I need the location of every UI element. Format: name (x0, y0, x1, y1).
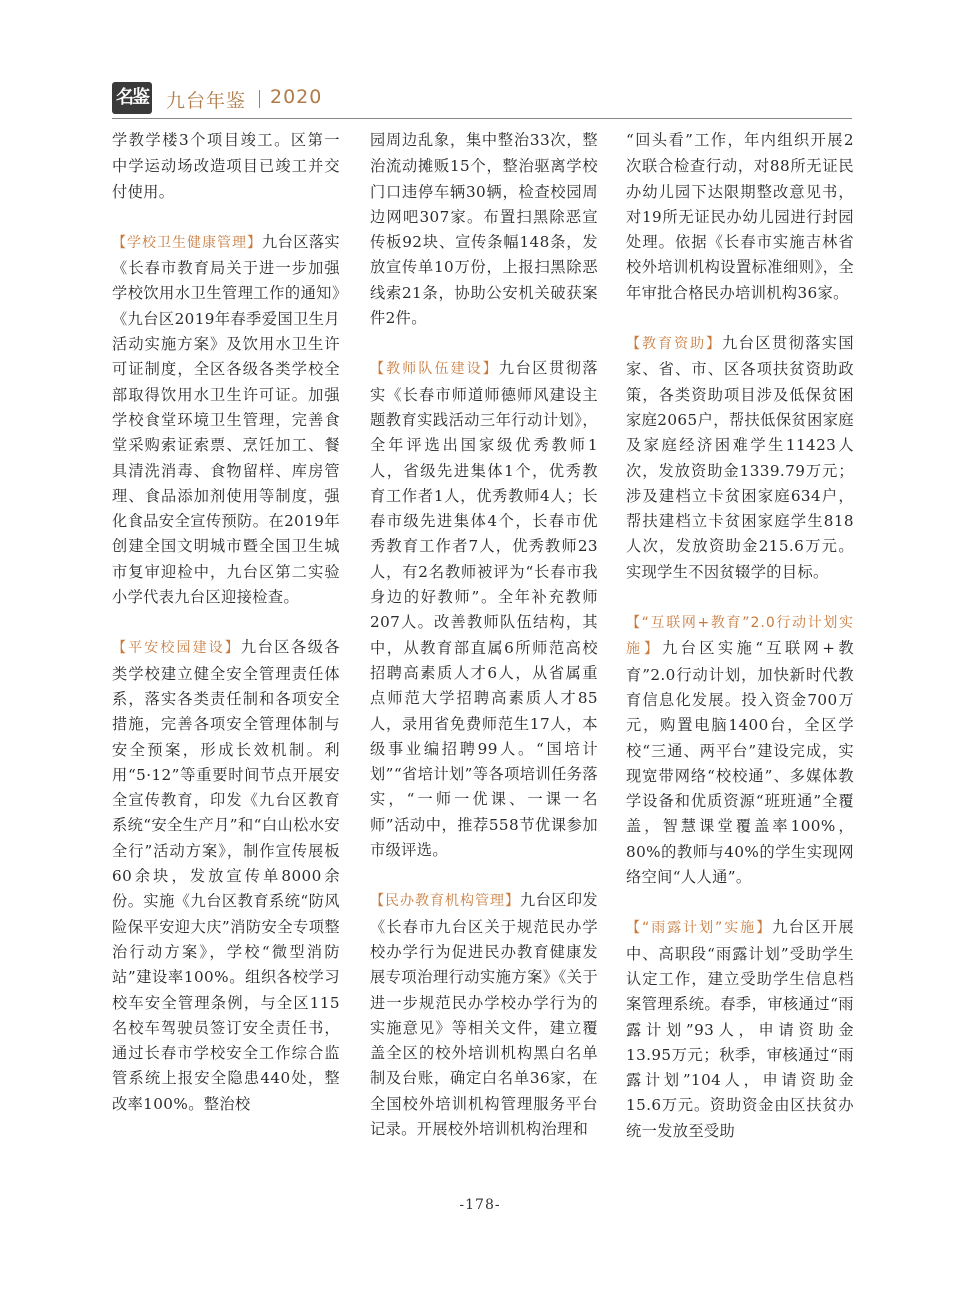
paragraph (626, 128, 854, 306)
header-separator (259, 90, 260, 108)
paragraph-text: 九台区实施“互联网+教育”2.0行动计划，加快新时代教育信息化发展。投入资金700万元，购置电脑1400台，全区学校“三通、两平台”建设完成，实现宽带网络“校校通”、多媒体教学设备和优质资源“班班通”全覆盖，智慧课堂覆盖率100%，80%的教师与40%的学生实现网络空间“人人通”。 (626, 639, 855, 887)
page-number: -178- (459, 1197, 501, 1213)
section-heading: 【学校卫生健康管理】 (112, 234, 263, 251)
paragraph (626, 331, 854, 585)
section-heading: 【民办教育机构管理】 (370, 893, 521, 910)
paragraph-text: 九台区落实《长春市教育局关于进一步加强学校饮用水卫生管理工作的通知》《九台区2019年春季爱国卫生月活动实施方案》及饮用水卫生许可证制度，全区各级各类学校全部取得饮用水卫生许可证。加强学校食堂环境卫生管理，完善食堂采购索证索票、烹饪加工、餐具清洗消毒、食物留样、库房管理、食品添加剂使用等制度，强化食品安全宣传预防。在2019年创建全国文明城市暨全国卫生城市复审迎检中，九台区第二实验小学代表九台区迎接检查。 (112, 232, 341, 607)
paragraph-text: 九台区各级各类学校建立健全安全管理责任体系，落实各类责任制和各项安全措施，完善各项安全管理体制与安全预案，形成长效机制。利用“5·12”等重要时间节点开展安全宣传教育，印发《九台区教育系统“安全生产月”和“白山松水安全行”活动方案》，制作宣传展板60余块，发放宣传单8000余份。实施《九台区教育系统“防风险保平安迎大庆”消防安全专项整治行动方案》，学校“微型消防站”建设率100%。组织各校学习校车安全管理条例，与全区115名校车驾驶员签订安全责任书，通过长春市学校安全工作综合监管系统上报安全隐患440处，整改率100%。整治校 (112, 638, 340, 1113)
section-heading: 【教育资助】 (626, 336, 723, 353)
text-column-3 (626, 128, 854, 1144)
paragraph-text: 园周边乱象，集中整治33次，整治流动摊贩15个，整治驱离学校门口违停车辆30辆，检查校园周边网吧307家。布置扫黑除恶宣传板92块、宣传条幅148条，发放宣传单10万份，上报扫黑除恶线索21条，协助公安机关破获案件2件。 (370, 131, 598, 328)
section-heading: 【“雨露计划”实施】 (626, 920, 773, 937)
paragraph (112, 635, 340, 1117)
section-heading: 【教师队伍建设】 (370, 361, 499, 378)
text-column-1 (112, 128, 340, 1117)
section-heading: 【平安校园建设】 (112, 640, 241, 657)
paragraph (626, 915, 854, 1144)
header-rule (112, 118, 852, 119)
section-heading: 【“互联网+教育”2.0行动计划实施】 (626, 615, 854, 658)
paragraph-text: “回头看”工作，年内组织开展2次联合检查行动，对88所无证民办幼儿园下达限期整改意见书，对19所无证民办幼儿园进行封园处理。依据《长春市实施吉林省校外培训机构设置标准细则》，全年审批合格民办培训机构36家。 (626, 131, 854, 302)
paragraph-text: 九台区开展中、高职段“雨露计划”受助学生认定工作，建立受助学生信息档案管理系统。春季，审核通过“雨露计划”93人，申请资助金13.95万元；秋季，审核通过“雨露计划”104人，申请资助金15.6万元。资助资金由区扶贫办统一发放至受助 (626, 918, 854, 1140)
paragraph (370, 128, 598, 331)
paragraph (370, 356, 598, 863)
paragraph (626, 610, 854, 890)
yearbook-year: 2020 (270, 86, 323, 108)
paragraph-text: 学教学楼3个项目竣工。区第一中学运动场改造项目已竣工并交付使用。 (112, 131, 340, 201)
paragraph (112, 128, 340, 205)
yearbook-logo: 名鉴 (112, 82, 152, 114)
text-column-2 (370, 128, 598, 1142)
yearbook-title: 九台年鉴 (166, 90, 247, 112)
paragraph (112, 230, 340, 610)
paragraph (370, 888, 598, 1142)
paragraph-text: 九台区印发《长春市九台区关于规范民办学校办学行为促进民办教育健康发展专项治理行动实施方案》《关于进一步规范民办学校办学行为的实施意见》等相关文件，建立覆盖全区的校外培训机构黑白名单制及台账，确定白名单36家，在全国校外培训机构管理服务平台记录。开展校外培训机构治理和 (370, 891, 599, 1138)
paragraph-text: 九台区贯彻落实《长春市师道师德师风建设主题教育实践活动三年行动计划》，全年评选出国家级优秀教师1人，省级先进集体1个，优秀教育工作者1人，优秀教师4人；长春市级先进集体4个，长春市优秀教育工作者7人，优秀教师23人，有2名教师被评为“长春市我身边的好教师”。全年补充教师207人。改善教师队伍结构，其中，从教育部直属6所师范高校招聘高素质人才6人，从省属重点师范大学招聘高素质人才85人，录用省免费师范生17人，本级事业编招聘99人。“国培计划”“省培计划”等各项培训任务落实，“一师一优课、一课一名师”活动中，推荐558节优课参加市级评选。 (370, 359, 598, 860)
page-header (112, 80, 852, 116)
paragraph-text: 九台区贯彻落实国家、省、市、区各项扶贫资助政策，各类资助项目涉及低保贫困家庭2065户，帮扶低保贫困家庭及家庭经济困难学生11423人次，发放资助金1339.79万元；涉及建档立卡贫困家庭634户，帮扶建档立卡贫困家庭学生818人次，发放资助金215.6万元。实现学生不因贫辍学的目标。 (626, 334, 855, 581)
